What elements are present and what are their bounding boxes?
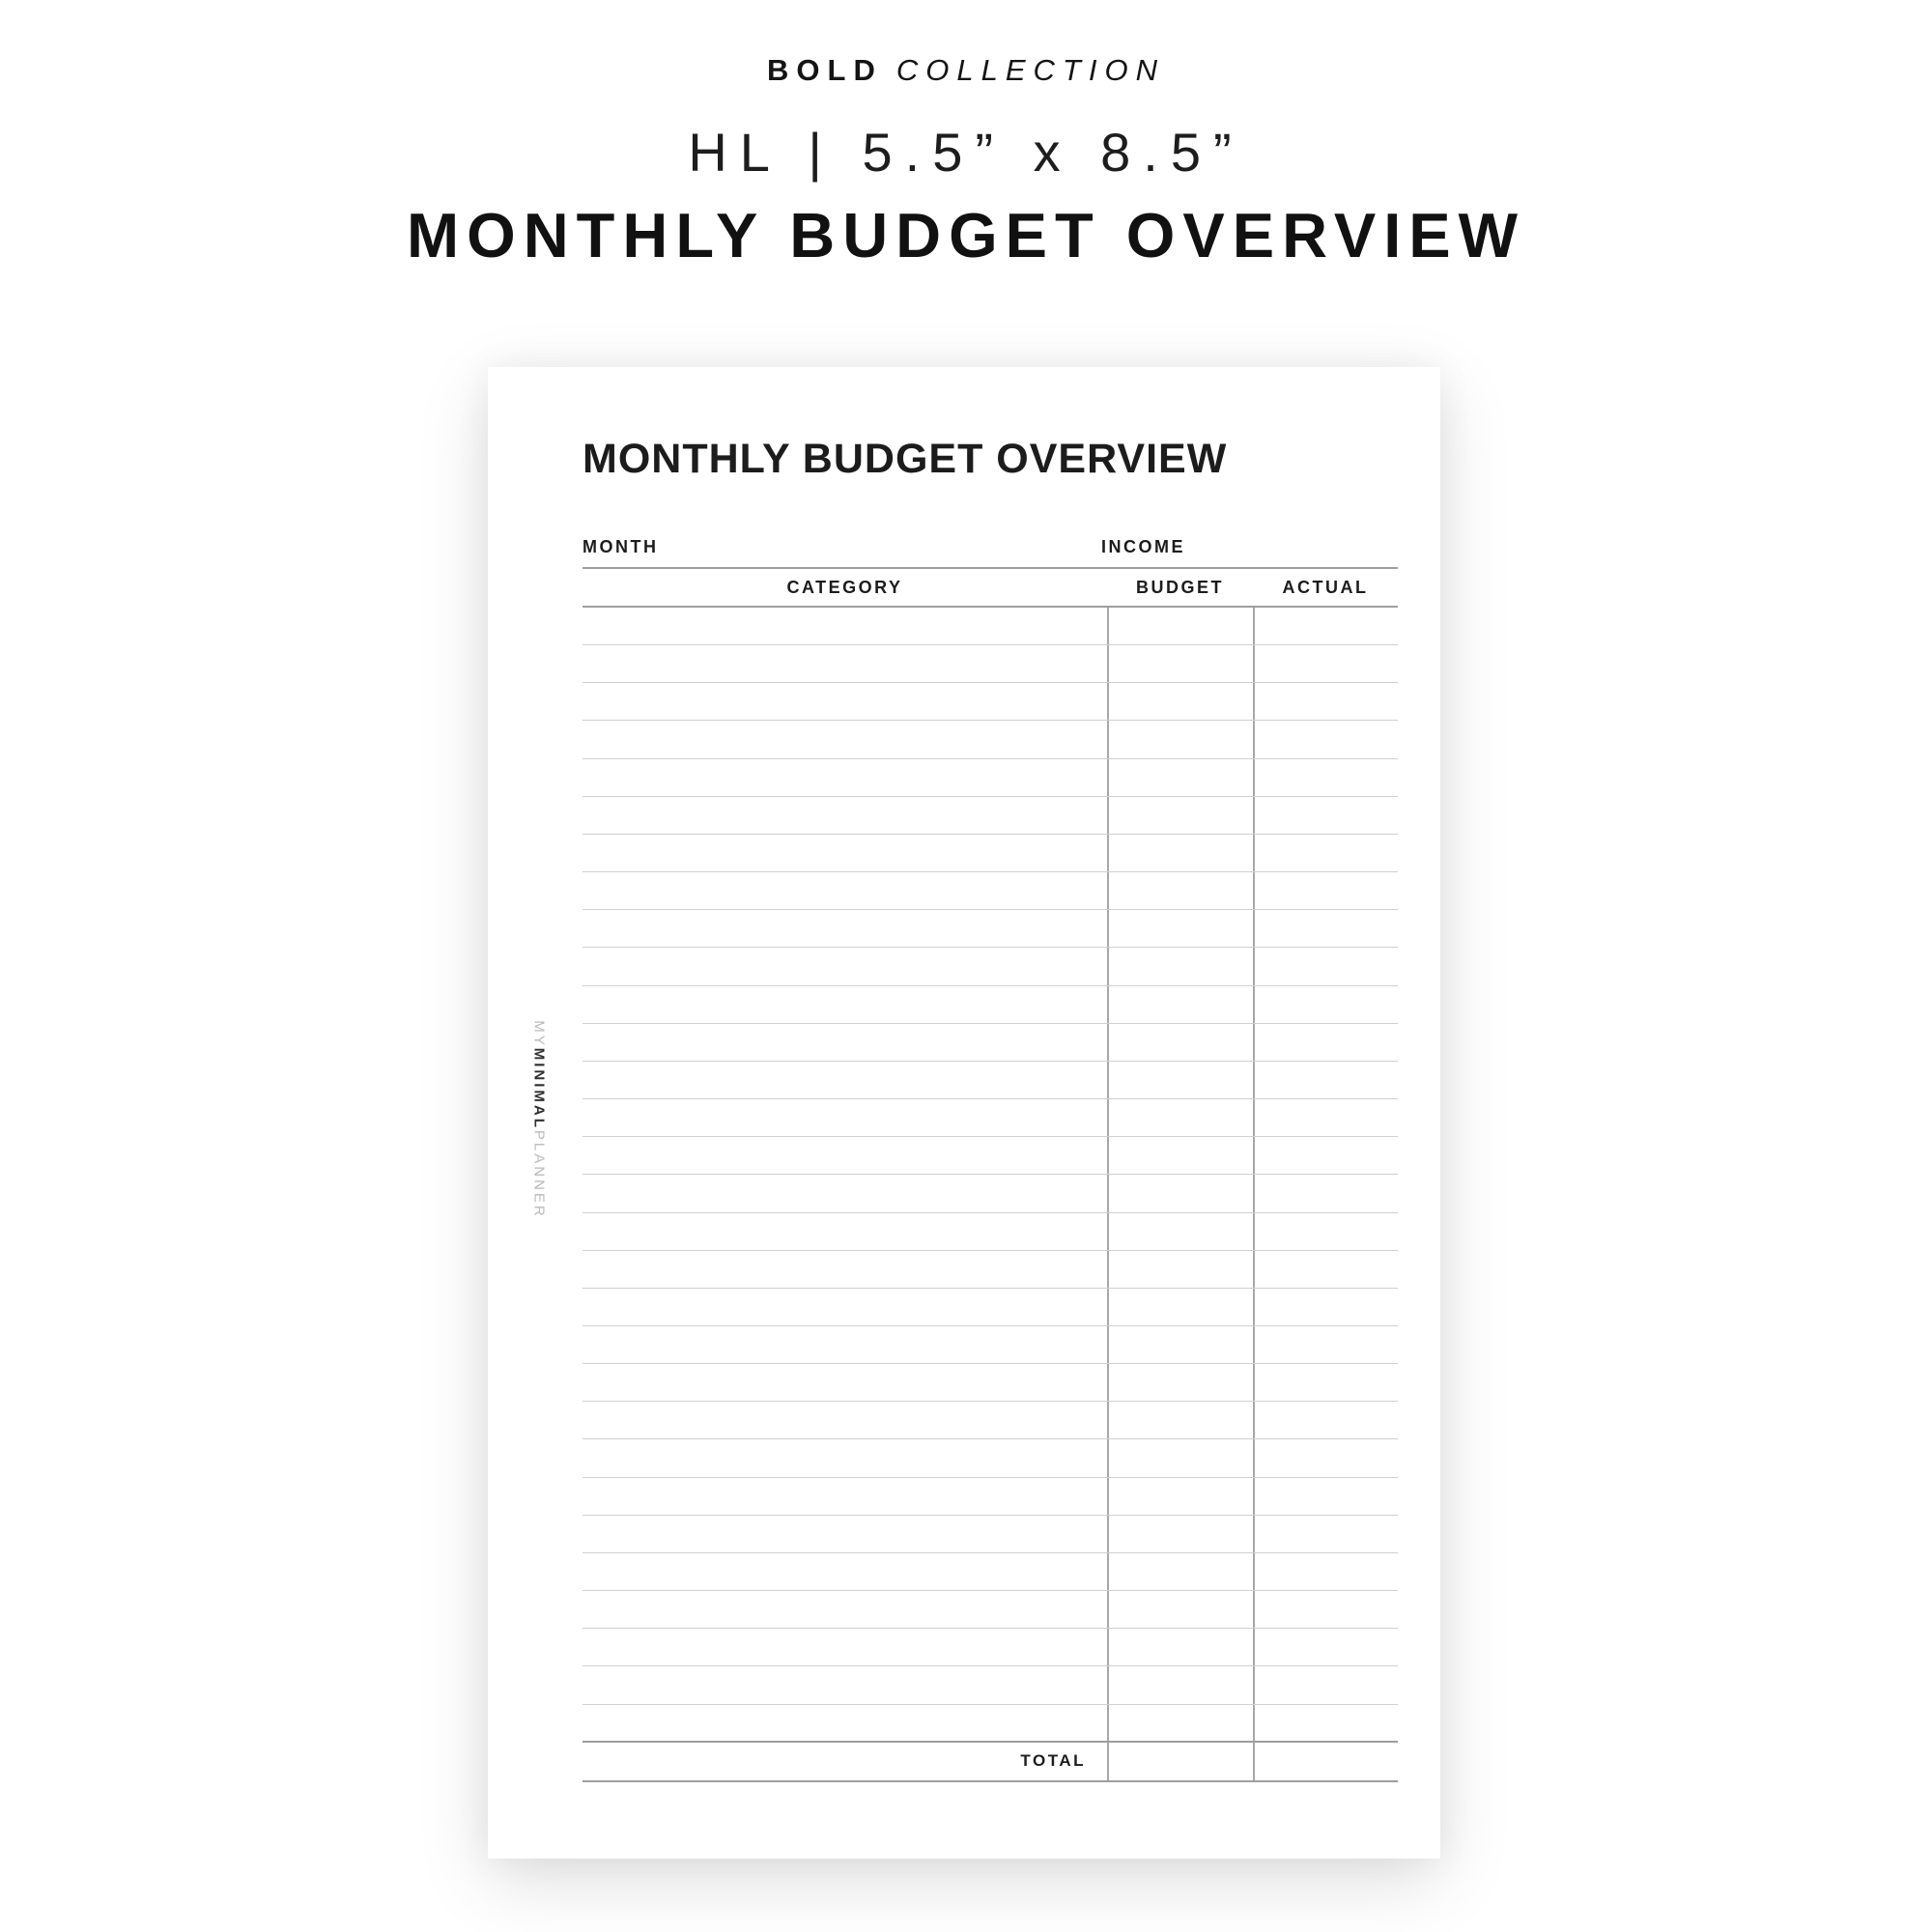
cat-cell [582, 1099, 1107, 1136]
cat-cell [582, 1289, 1107, 1325]
actual-cell [1253, 1629, 1398, 1665]
budget-cell [1107, 721, 1253, 757]
table-row [582, 608, 1398, 645]
cat-cell [582, 1478, 1107, 1515]
actual-cell [1253, 1478, 1398, 1515]
actual-cell [1253, 1062, 1398, 1098]
actual-cell [1253, 948, 1398, 984]
budget-cell [1107, 1213, 1253, 1250]
table-row [582, 683, 1398, 721]
cat-cell [582, 608, 1107, 644]
table-row [582, 1099, 1398, 1137]
watermark-text [531, 1020, 548, 1219]
table-header-row [582, 569, 1398, 608]
budget-cell [1107, 1175, 1253, 1211]
actual-cell [1253, 1666, 1398, 1703]
actual-cell [1253, 645, 1398, 682]
table-row [582, 1062, 1398, 1099]
table-row [582, 1553, 1398, 1591]
page-title: MONTHLY BUDGET OVERVIEW [582, 436, 1228, 482]
budget-cell [1107, 1478, 1253, 1515]
cat-cell [582, 1062, 1107, 1098]
actual-cell [1253, 1175, 1398, 1211]
actual-cell [1253, 721, 1398, 757]
planner-page [488, 367, 1440, 1859]
table-row [582, 1439, 1398, 1477]
actual-cell [1253, 1553, 1398, 1590]
actual-cell [1253, 835, 1398, 871]
cat-cell [582, 835, 1107, 871]
budget-cell [1107, 835, 1253, 871]
table-row [582, 1478, 1398, 1516]
table-row [582, 759, 1398, 797]
table-row [582, 797, 1398, 835]
budget-cell [1107, 948, 1253, 984]
cat-cell [582, 872, 1107, 909]
actual-cell [1253, 1099, 1398, 1136]
actual-cell [1253, 759, 1398, 796]
table-row [582, 1137, 1398, 1175]
cat-cell [582, 645, 1107, 682]
table-row [582, 1402, 1398, 1439]
table-row [582, 1326, 1398, 1364]
actual-cell [1253, 1705, 1398, 1741]
table-row [582, 1251, 1398, 1289]
cat-cell [582, 1364, 1107, 1401]
table-row [582, 1175, 1398, 1212]
budget-cell [1107, 872, 1253, 909]
budget-cell [1107, 645, 1253, 682]
table-row [582, 1289, 1398, 1326]
budget-cell [1107, 1251, 1253, 1288]
table-row [582, 721, 1398, 758]
actual-cell [1253, 1364, 1398, 1401]
actual-cell [1253, 608, 1398, 644]
actual-cell [1253, 797, 1398, 834]
actual-cell [1253, 1591, 1398, 1628]
budget-cell [1107, 986, 1253, 1023]
budget-cell [1107, 608, 1253, 644]
total-label: TOTAL [1020, 1751, 1086, 1771]
cat-cell [582, 1666, 1107, 1703]
cat-cell [582, 1175, 1107, 1211]
cat-cell [582, 1137, 1107, 1174]
cat-cell [582, 1516, 1107, 1552]
budget-cell [1107, 1326, 1253, 1363]
insert-size-line: HL | 5.5” x 8.5” [688, 122, 1244, 183]
table-row [582, 645, 1398, 683]
cat-cell [582, 1705, 1107, 1741]
cat-cell [582, 1553, 1107, 1590]
collection-word: COLLECTION [895, 53, 1165, 87]
actual-cell [1253, 1251, 1398, 1288]
cat-cell [582, 986, 1107, 1023]
total-budget-cell [1107, 1743, 1253, 1780]
budget-cell [1107, 910, 1253, 947]
month-income-row [582, 522, 1398, 569]
actual-cell [1253, 1137, 1398, 1174]
collection-name: BOLD [767, 53, 883, 87]
table-row [582, 1591, 1398, 1629]
table-row [582, 835, 1398, 872]
table-row [582, 1629, 1398, 1666]
budget-cell [1107, 1629, 1253, 1665]
table-row [582, 1213, 1398, 1251]
actual-cell [1253, 1024, 1398, 1061]
actual-cell [1253, 1289, 1398, 1325]
cat-cell [582, 1591, 1107, 1628]
actual-cell [1253, 1326, 1398, 1363]
cat-cell [582, 1024, 1107, 1061]
actual-cell [1253, 683, 1398, 720]
table-row [582, 1364, 1398, 1402]
table-row [582, 910, 1398, 948]
cat-cell [582, 797, 1107, 834]
budget-cell [1107, 1516, 1253, 1552]
watermark-suffix: PLANNER [530, 1129, 548, 1219]
table-row [582, 1666, 1398, 1704]
table-body [582, 608, 1398, 1743]
cat-cell [582, 1402, 1107, 1438]
cat-cell [582, 1629, 1107, 1665]
budget-table [582, 608, 1398, 1782]
budget-cell [1107, 1402, 1253, 1438]
actual-cell [1253, 1516, 1398, 1552]
total-row [582, 1743, 1398, 1782]
table-row [582, 1516, 1398, 1553]
column-header-actual: ACTUAL [1282, 577, 1369, 597]
budget-cell [1107, 1289, 1253, 1325]
cat-cell [582, 721, 1107, 757]
column-header-category: CATEGORY [786, 577, 903, 597]
cat-cell [582, 683, 1107, 720]
total-actual-cell [1253, 1743, 1398, 1780]
table-row [582, 872, 1398, 910]
budget-cell [1107, 759, 1253, 796]
actual-cell [1253, 872, 1398, 909]
budget-cell [1107, 683, 1253, 720]
actual-cell [1253, 986, 1398, 1023]
budget-cell [1107, 1591, 1253, 1628]
table-row [582, 1705, 1398, 1743]
budget-cell [1107, 1062, 1253, 1098]
budget-cell [1107, 1137, 1253, 1174]
actual-cell [1253, 1439, 1398, 1476]
budget-cell [1107, 1364, 1253, 1401]
actual-cell [1253, 1213, 1398, 1250]
budget-cell [1107, 1705, 1253, 1741]
budget-cell [1107, 1553, 1253, 1590]
cat-cell [582, 1213, 1107, 1250]
table-row [582, 986, 1398, 1024]
column-header-budget: BUDGET [1136, 577, 1224, 597]
table-row [582, 1024, 1398, 1062]
income-label: INCOME [1101, 537, 1185, 556]
watermark-prefix: MY [530, 1020, 548, 1048]
actual-cell [1253, 910, 1398, 947]
month-label: MONTH [582, 537, 659, 556]
cat-cell [582, 759, 1107, 796]
product-title: MONTHLY BUDGET OVERVIEW [407, 200, 1525, 270]
table-row [582, 948, 1398, 985]
budget-cell [1107, 1666, 1253, 1703]
budget-cell [1107, 1024, 1253, 1061]
cat-cell [582, 948, 1107, 984]
cat-cell [582, 910, 1107, 947]
budget-cell [1107, 1099, 1253, 1136]
cat-cell [582, 1439, 1107, 1476]
actual-cell [1253, 1402, 1398, 1438]
cat-cell [582, 1326, 1107, 1363]
collection-line [0, 53, 1932, 88]
cat-cell [582, 1251, 1107, 1288]
watermark-brand: MINIMAL [530, 1047, 548, 1130]
budget-cell [1107, 797, 1253, 834]
budget-cell [1107, 1439, 1253, 1476]
